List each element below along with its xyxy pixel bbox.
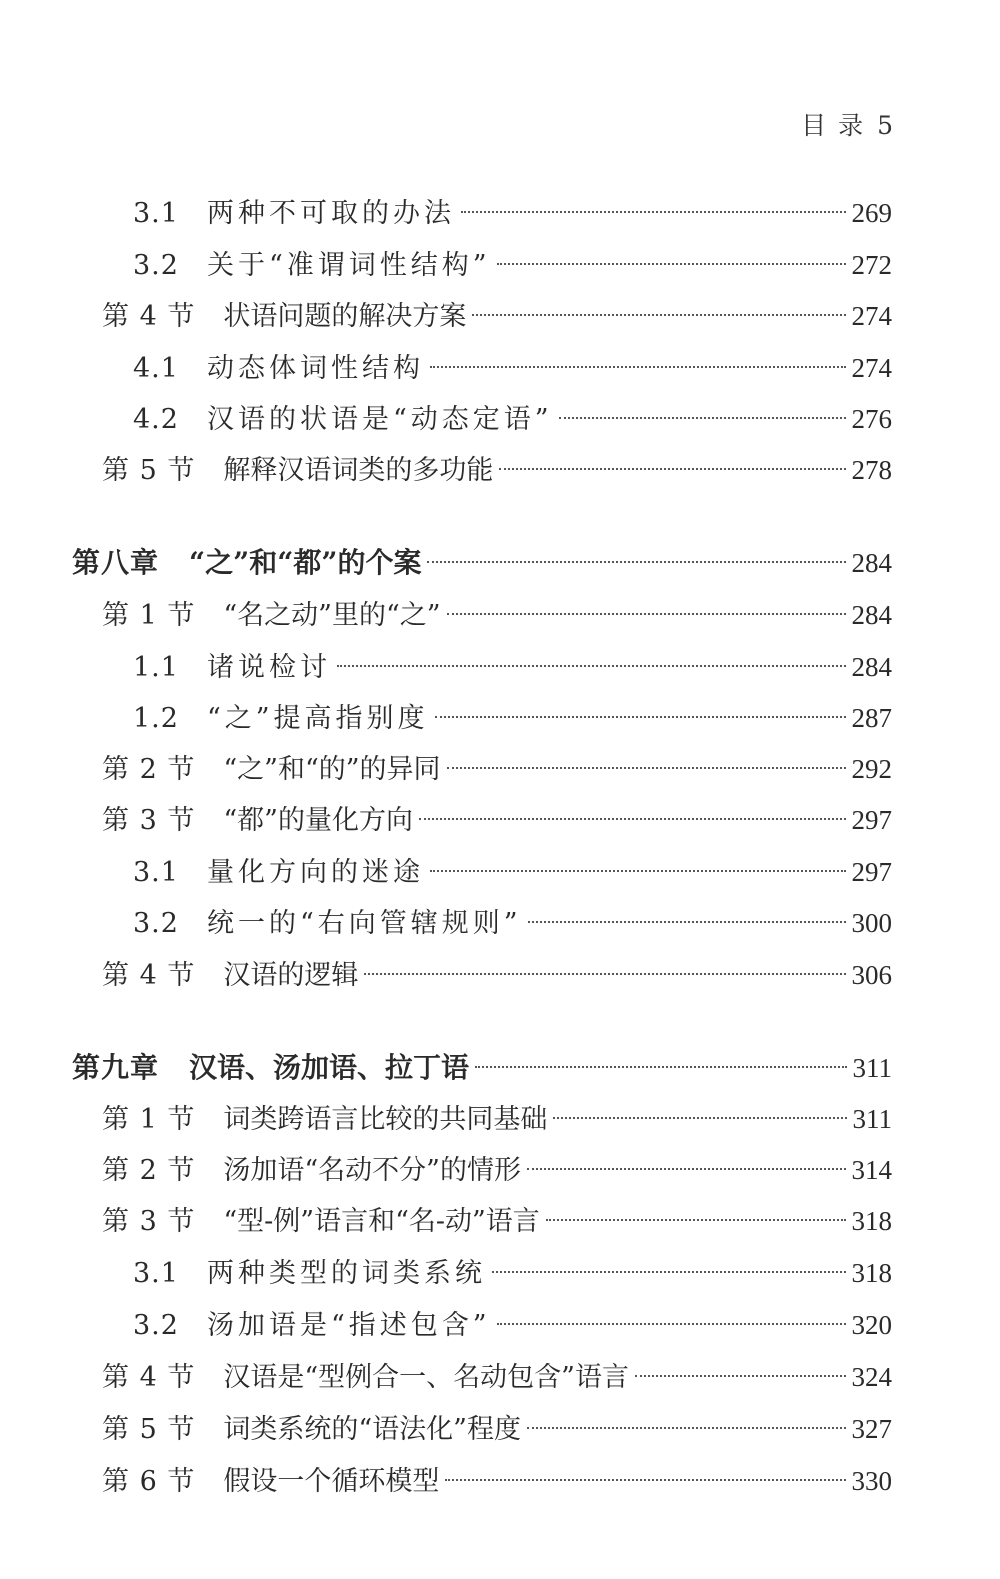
toc-chapter-entry[interactable] xyxy=(0,543,892,583)
toc-entry-title: 汤加语是“指述包含” xyxy=(206,1310,491,1341)
toc-entry-title: “名之动”里的“之” xyxy=(223,600,441,631)
toc-entry-page: 311 xyxy=(852,1104,892,1134)
toc-entry-label xyxy=(72,1048,469,1088)
toc-entry-page: 274 xyxy=(851,353,892,383)
toc-entry-label xyxy=(133,699,429,739)
toc-entry-label xyxy=(133,246,491,286)
toc-entry-number: 第九章 xyxy=(72,1051,160,1084)
toc-section-entry[interactable] xyxy=(0,450,892,490)
toc-section-entry[interactable] xyxy=(0,1357,892,1397)
toc-section-entry[interactable] xyxy=(0,1409,892,1449)
toc-entry-number: 3.1 xyxy=(133,1258,179,1289)
toc-subsection-entry[interactable] xyxy=(0,1253,892,1293)
dot-leader xyxy=(546,1219,846,1221)
toc-entry-label xyxy=(102,1462,439,1502)
dot-leader xyxy=(497,263,846,265)
toc-entry-label xyxy=(133,349,424,389)
toc-subsection-entry[interactable] xyxy=(0,903,892,943)
toc-entry-title: 汉语的逻辑 xyxy=(223,960,359,991)
dot-leader xyxy=(527,1168,846,1170)
toc-entry-number: 第 1 节 xyxy=(102,600,196,631)
toc-entry-page: 311 xyxy=(852,1053,892,1083)
dot-leader xyxy=(364,973,845,975)
dot-leader xyxy=(499,468,845,470)
toc-entry-title: 解释汉语词类的多功能 xyxy=(223,455,494,486)
toc-entry-page: 320 xyxy=(851,1310,892,1340)
dot-leader xyxy=(445,1479,845,1481)
toc-section-entry[interactable] xyxy=(0,800,892,840)
toc-entry-title: 汤加语“名动不分”的情形 xyxy=(223,1155,521,1186)
toc-entry-label xyxy=(133,904,522,944)
toc-entry-title: 动态体词性结构 xyxy=(206,353,424,384)
toc-entry-number: 第 3 节 xyxy=(102,1206,196,1237)
toc-entry-number: 第 6 节 xyxy=(102,1466,196,1497)
toc-subsection-entry[interactable] xyxy=(0,348,892,388)
toc-entry-number: 第 5 节 xyxy=(102,1414,196,1445)
toc-entry-number: 3.1 xyxy=(133,198,179,229)
toc-section-entry[interactable] xyxy=(0,955,892,995)
dot-leader xyxy=(337,665,846,667)
toc-subsection-entry[interactable] xyxy=(0,647,892,687)
toc-entry-number: 3.2 xyxy=(133,1310,179,1341)
toc-chapter-entry[interactable] xyxy=(0,1048,892,1088)
dot-leader xyxy=(475,1066,846,1068)
toc-entry-number: 第 4 节 xyxy=(102,301,196,332)
toc-entry-label xyxy=(102,451,493,491)
toc-entry-page: 297 xyxy=(851,857,892,887)
dot-leader xyxy=(447,767,846,769)
toc-entry-label xyxy=(102,1202,540,1242)
toc-entry-page: 292 xyxy=(851,754,892,784)
toc-entry-page: 276 xyxy=(851,404,892,434)
toc-entry-title: 假设一个循环模型 xyxy=(223,1466,440,1497)
toc-entry-page: 287 xyxy=(851,703,892,733)
toc-entry-label xyxy=(102,1410,521,1450)
toc-entry-page: 297 xyxy=(851,805,892,835)
toc-entry-number: 第 4 节 xyxy=(102,960,196,991)
toc-entry-number: 第 3 节 xyxy=(102,805,196,836)
toc-subsection-entry[interactable] xyxy=(0,245,892,285)
toc-section-entry[interactable] xyxy=(0,595,892,635)
toc-entry-page: 318 xyxy=(851,1206,892,1236)
toc-entry-title: 统一的“右向管辖规则” xyxy=(206,908,522,939)
toc-entry-page: 327 xyxy=(851,1414,892,1444)
toc-entry-page: 330 xyxy=(851,1466,892,1496)
toc-section-entry[interactable] xyxy=(0,1201,892,1241)
toc-entry-number: 3.2 xyxy=(133,908,179,939)
dot-leader xyxy=(435,716,846,718)
toc-entry-label xyxy=(133,853,424,893)
toc-entry-number: 第 1 节 xyxy=(102,1104,196,1135)
toc-entry-number: 第 2 节 xyxy=(102,1155,196,1186)
toc-subsection-entry[interactable] xyxy=(0,698,892,738)
dot-leader xyxy=(635,1375,846,1377)
toc-entry-page: 284 xyxy=(851,548,892,578)
toc-entry-number: 4.2 xyxy=(133,404,179,435)
toc-entry-title: “之”和“的”的异同 xyxy=(223,754,441,785)
toc-entry-label xyxy=(133,1254,486,1294)
toc-entry-number: 第八章 xyxy=(72,546,160,579)
dot-leader xyxy=(427,561,845,563)
toc-subsection-entry[interactable] xyxy=(0,852,892,892)
toc-entry-title: 状语问题的解决方案 xyxy=(223,301,467,332)
dot-leader xyxy=(559,417,846,419)
toc-entry-title: 两种类型的词类系统 xyxy=(206,1258,486,1289)
dot-leader xyxy=(461,211,846,213)
toc-entry-label xyxy=(102,1358,629,1398)
dot-leader xyxy=(430,870,846,872)
toc-entry-number: 第 5 节 xyxy=(102,455,196,486)
toc-entry-title: 量化方向的迷途 xyxy=(206,857,424,888)
dot-leader xyxy=(447,613,846,615)
toc-subsection-entry[interactable] xyxy=(0,1305,892,1345)
toc-entry-page: 318 xyxy=(851,1258,892,1288)
toc-entry-label xyxy=(102,801,413,841)
header-page-number: 5 xyxy=(877,111,895,140)
toc-entry-title: 词类系统的“语法化”程度 xyxy=(223,1414,521,1445)
dot-leader xyxy=(472,314,845,316)
toc-entry-page: 300 xyxy=(851,908,892,938)
toc-entry-label xyxy=(102,956,358,996)
toc-entry-label xyxy=(133,194,455,234)
toc-entry-label xyxy=(102,1100,547,1140)
toc-entry-page: 274 xyxy=(851,301,892,331)
toc-entry-page: 278 xyxy=(851,455,892,485)
toc-entry-number: 1.2 xyxy=(133,703,179,734)
toc-entry-title: 汉语的状语是“动态定语” xyxy=(206,404,553,435)
running-header xyxy=(789,106,895,142)
toc-section-entry[interactable] xyxy=(0,1150,892,1190)
toc-entry-label xyxy=(133,1306,491,1346)
toc-entry-title: “都”的量化方向 xyxy=(223,805,413,836)
toc-entry-page: 324 xyxy=(851,1362,892,1392)
toc-entry-title: 两种不可取的办法 xyxy=(206,198,455,229)
toc-entry-title: 词类跨语言比较的共同基础 xyxy=(223,1104,548,1135)
dot-leader xyxy=(497,1323,846,1325)
toc-entry-title: “之”提高指别度 xyxy=(206,703,429,734)
toc-entry-label xyxy=(72,543,421,583)
toc-entry-title: 汉语是“型例合一、名动包含”语言 xyxy=(223,1362,629,1393)
toc-section-entry[interactable] xyxy=(0,1099,892,1139)
dot-leader xyxy=(492,1271,846,1273)
toc-section-entry[interactable] xyxy=(0,296,892,336)
toc-entry-number: 4.1 xyxy=(133,353,179,384)
toc-entry-label xyxy=(133,648,331,688)
toc-entry-label xyxy=(102,297,466,337)
toc-section-entry[interactable] xyxy=(0,1461,892,1501)
toc-entry-page: 284 xyxy=(851,600,892,630)
toc-entry-label xyxy=(102,750,441,790)
dot-leader xyxy=(528,921,846,923)
header-label: 目 录 xyxy=(801,111,866,140)
toc-entry-page: 314 xyxy=(851,1155,892,1185)
dot-leader xyxy=(527,1427,846,1429)
toc-entry-number: 3.2 xyxy=(133,250,179,281)
dot-leader xyxy=(419,818,846,820)
dot-leader xyxy=(430,366,846,368)
toc-subsection-entry[interactable] xyxy=(0,399,892,439)
toc-entry-number: 第 4 节 xyxy=(102,1362,196,1393)
toc-section-entry[interactable] xyxy=(0,749,892,789)
toc-entry-title: “之”和“都”的个案 xyxy=(189,546,422,579)
toc-entry-page: 269 xyxy=(851,198,892,228)
toc-entry-title: 关于“准谓词性结构” xyxy=(206,250,491,281)
toc-entry-page: 272 xyxy=(851,250,892,280)
toc-entry-title: 诸说检讨 xyxy=(206,652,331,683)
toc-entry-label xyxy=(102,1151,521,1191)
toc-entry-page: 284 xyxy=(851,652,892,682)
toc-entry-page: 306 xyxy=(851,960,892,990)
toc-entry-number: 1.1 xyxy=(133,652,179,683)
dot-leader xyxy=(553,1117,846,1119)
toc-entry-title: “型-例”语言和“名-动”语言 xyxy=(223,1206,540,1237)
toc-entry-number: 第 2 节 xyxy=(102,754,196,785)
toc-entry-number: 3.1 xyxy=(133,857,179,888)
toc-entry-label xyxy=(102,596,441,636)
toc-subsection-entry[interactable] xyxy=(0,193,892,233)
toc-entry-title: 汉语、汤加语、拉丁语 xyxy=(189,1051,470,1084)
toc-entry-label xyxy=(133,400,553,440)
